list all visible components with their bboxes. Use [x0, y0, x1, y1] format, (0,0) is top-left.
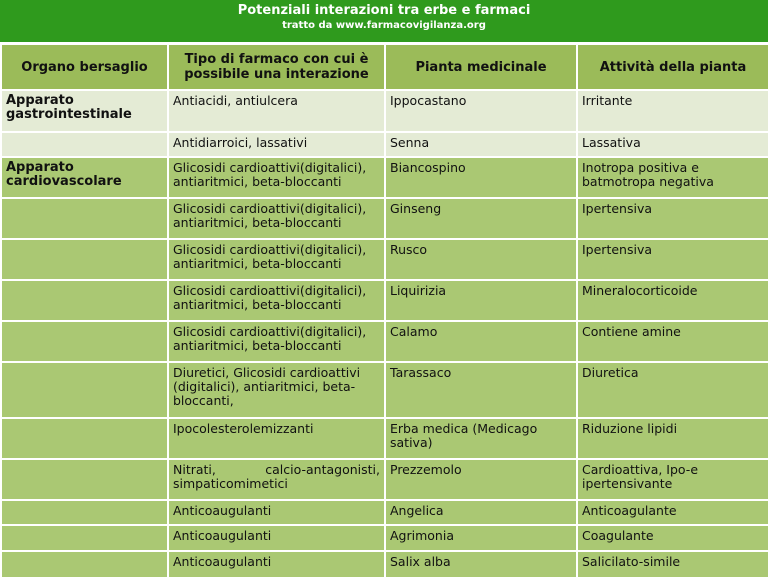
cell-plant: Salix alba: [385, 551, 577, 578]
cell-plant: Liquirizia: [385, 280, 577, 321]
cell-activity: Contiene amine: [577, 321, 768, 362]
table-row: [1, 418, 768, 459]
cell-organ: [1, 280, 168, 321]
cell-activity: Ipertensiva: [577, 198, 768, 239]
cell-drug: Glicosidi cardioattivi(digitalici), antiaritmici, beta-bloccanti: [168, 239, 385, 280]
cell-plant: Prezzemolo: [385, 459, 577, 500]
cell-activity: Coagulante: [577, 525, 768, 551]
header-activity: Attività della pianta: [577, 44, 768, 90]
cell-plant: Calamo: [385, 321, 577, 362]
cell-organ: [1, 459, 168, 500]
cell-organ: [1, 132, 168, 157]
cell-drug: Glicosidi cardioattivi(digitalici), antiaritmici, beta-bloccanti: [168, 280, 385, 321]
cell-plant: Ippocastano: [385, 90, 577, 132]
cell-drug: Glicosidi cardioattivi(digitalici), antiaritmici, beta-bloccanti: [168, 157, 385, 198]
cell-drug: Anticoaugulanti: [168, 525, 385, 551]
cell-organ: [1, 500, 168, 525]
cell-activity: Irritante: [577, 90, 768, 132]
cell-activity: Mineralocorticoide: [577, 280, 768, 321]
cell-drug: Antiacidi, antiulcera: [168, 90, 385, 132]
table-row: [1, 132, 768, 157]
cell-drug: Anticoaugulanti: [168, 551, 385, 578]
cell-drug: Anticoaugulanti: [168, 500, 385, 525]
table-row: [1, 525, 768, 551]
cell-plant: Angelica: [385, 500, 577, 525]
table-row: [1, 198, 768, 239]
table-source: tratto da www.farmacovigilanza.org: [282, 20, 486, 31]
cell-activity: Inotropa positiva e batmotropa negativa: [577, 157, 768, 198]
cell-drug: Glicosidi cardioattivi(digitalici), antiaritmici, beta-bloccanti: [168, 198, 385, 239]
cell-plant: Biancospino: [385, 157, 577, 198]
cell-plant: Rusco: [385, 239, 577, 280]
cell-plant: Senna: [385, 132, 577, 157]
table-row: [1, 90, 768, 132]
cell-organ: [1, 418, 168, 459]
header-organ: Organo bersaglio: [1, 44, 168, 90]
cell-drug: Ipocolesterolemizzanti: [168, 418, 385, 459]
cell-organ: [1, 551, 168, 578]
cell-organ: [1, 321, 168, 362]
cell-drug: Nitrati, calcio-antagonisti, simpaticomimetici: [168, 459, 385, 500]
table-row: [1, 157, 768, 198]
cell-activity: Riduzione lipidi: [577, 418, 768, 459]
cell-plant: Tarassaco: [385, 362, 577, 418]
cell-organ: Apparato cardiovascolare: [1, 157, 168, 198]
table-row: [1, 280, 768, 321]
cell-activity: Ipertensiva: [577, 239, 768, 280]
table-row: [1, 362, 768, 418]
cell-activity: Lassativa: [577, 132, 768, 157]
cell-plant: Ginseng: [385, 198, 577, 239]
cell-drug: Diuretici, Glicosidi cardioattivi (digitalici), antiaritmici, beta-bloccanti,: [168, 362, 385, 418]
cell-activity: Diuretica: [577, 362, 768, 418]
cell-activity: Salicilato-simile: [577, 551, 768, 578]
table-row: [1, 500, 768, 525]
header-plant: Pianta medicinale: [385, 44, 577, 90]
cell-organ: [1, 239, 168, 280]
cell-organ: [1, 198, 168, 239]
cell-plant: Agrimonia: [385, 525, 577, 551]
cell-activity: Cardioattiva, Ipo-e ipertensivante: [577, 459, 768, 500]
header-drug: Tipo di farmaco con cui è possibile una interazione: [168, 44, 385, 90]
cell-organ: [1, 525, 168, 551]
interactions-table: [0, 43, 768, 579]
cell-organ: [1, 362, 168, 418]
cell-organ: Apparato gastrointestinale: [1, 90, 168, 132]
cell-drug: Antidiarroici, lassativi: [168, 132, 385, 157]
cell-activity: Anticoagulante: [577, 500, 768, 525]
table-row: [1, 459, 768, 500]
cell-plant: Erba medica (Medicago sativa): [385, 418, 577, 459]
table-title-banner: [0, 0, 768, 42]
table-row: [1, 551, 768, 578]
cell-drug: Glicosidi cardioattivi(digitalici), antiaritmici, beta-bloccanti: [168, 321, 385, 362]
table-row: [1, 239, 768, 280]
table-title: Potenziali interazioni tra erbe e farmaci: [237, 3, 531, 18]
table-row: [1, 321, 768, 362]
